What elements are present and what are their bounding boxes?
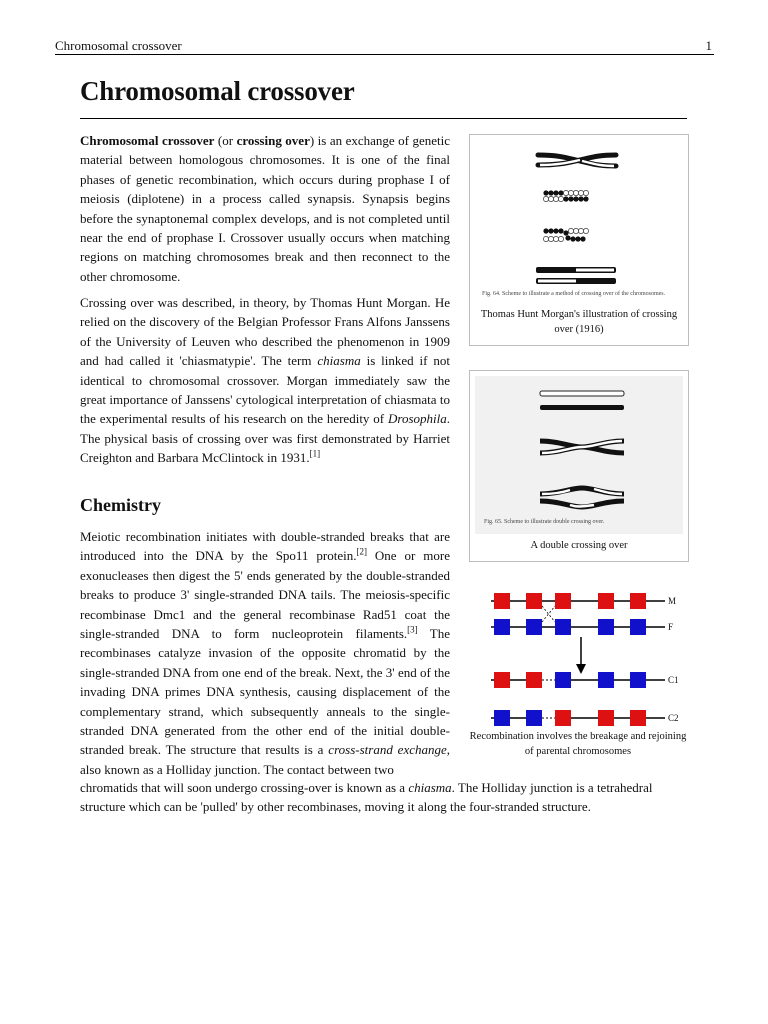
morgan-text-1: Crossing over was described, in theory, by Thomas Hunt Morgan. He relied on the discovery of the Belgian Professor Frans Alfons Janssens of the University of Leuven who described the phenomenon in 1909 and had called it 'chiasmatypie'. The term <box>80 295 450 369</box>
chem-text-3: The recombinases catalyze invasion of the opposite chromatid by the single-stranded DNA from one end of the break. Next, the 3' end of the invading DNA primes DNA synthesis, causing displacement of the complementary strand, which subsequently anneals to the single-stranded DNA generated from the other end of the initial double-stranded break. The structure that results is a <box>80 626 450 758</box>
label-m: M <box>668 596 677 606</box>
chemistry-continuation <box>80 778 687 817</box>
recombination-diagram-svg <box>469 582 687 732</box>
intro-paragraph <box>80 131 450 286</box>
label-c2: C2 <box>668 713 679 723</box>
running-header-title: Chromosomal crossover <box>55 38 182 53</box>
reference-1[interactable]: [1] <box>309 448 321 459</box>
fig2-scan-caption: Fig. 65. Scheme to illustrate double crossing over. <box>484 519 605 525</box>
fig1-caption: Thomas Hunt Morgan's illustration of crossing over (1916) <box>480 309 678 335</box>
double-crossing-figure[interactable] <box>469 370 689 562</box>
term-chiasma: chiasma <box>317 353 361 369</box>
fig2-caption: A double crossing over <box>530 540 628 551</box>
double-crossing-illustration <box>470 371 688 536</box>
reference-3[interactable]: [3] <box>407 624 418 635</box>
chemistry-paragraph <box>80 527 450 779</box>
reference-2[interactable]: [2] <box>356 547 367 558</box>
morgan-paragraph <box>80 293 450 468</box>
wide-text-1: chromatids that will soon undergo crossing-over is known as a <box>80 780 409 795</box>
label-f: F <box>668 622 674 632</box>
term-crossing-over: crossing over <box>236 133 310 148</box>
morgan-crossover-figure[interactable] <box>469 134 689 346</box>
chem-text-1: Meiotic recombination initiates with double-stranded breaks that are introduced into the DNA by the Spo11 protein. <box>80 529 450 564</box>
fig3-caption: Recombination involves the breakage and rejoining of parental chromosomes <box>469 731 687 757</box>
chem-text-2: One or more exonucleases then digest the 5' ends generated by the double-stranded breaks to produce 3' single-stranded DNA tails. The meiosis-specific recombinase Dmc1 and the general recombinase Rad51 coat the single-stranded DNA to form nucleoprotein filaments. <box>80 548 450 642</box>
morgan-crossover-illustration <box>470 135 688 310</box>
morgan-text-2: is linked if not identical to chromosomal crossover. Morgan immediately saw the great importance of Janssens' cytological interpretation of chiasmata to the experimental results of his research on the heredity of <box>80 353 451 427</box>
chem-text-4: , also known as a Holliday junction. The contact between two <box>80 742 450 777</box>
page-title: Chromosomal crossover <box>80 76 355 106</box>
intro-paren: (or <box>214 133 237 148</box>
term-drosophila: Drosophila <box>388 411 447 427</box>
morgan-text-3: . The physical basis of crossing over was first demonstrated by Harriet Creighton and Barbara McClintock in 1931. <box>80 411 450 466</box>
wide-text-2: . The Holliday junction is a tetrahedral structure which can be 'pulled' by other recombinases, moving it along the four-stranded structure. <box>80 780 653 815</box>
fig1-scan-caption: Fig. 64. Scheme to illustrate a method of crossing over of the chromosomes. <box>482 291 666 297</box>
running-header <box>55 37 714 55</box>
label-c1: C1 <box>668 675 679 685</box>
term-chromosomal-crossover: Chromosomal crossover <box>80 133 215 148</box>
chemistry-heading: Chemistry <box>80 495 161 515</box>
recombination-diagram[interactable] <box>469 582 687 764</box>
intro-text: ) is an exchange of genetic material between homologous chromosomes. It is one of the final phases of genetic recombination, which occurs during prophase I of meiosis (diplotene) in a process called synapsis. Synapsis begins before the synaptonemal complex develops, and is not completed until near the end of prophase I. Crossover usually occurs when matching regions on matching chromosomes break and then reconnect to the other chromosome. <box>80 133 450 284</box>
title-divider <box>80 118 687 119</box>
term-cross-strand-exchange: cross-strand exchange <box>328 742 447 758</box>
page-number: 1 <box>705 38 712 53</box>
term-chiasma-2: chiasma <box>408 780 452 795</box>
